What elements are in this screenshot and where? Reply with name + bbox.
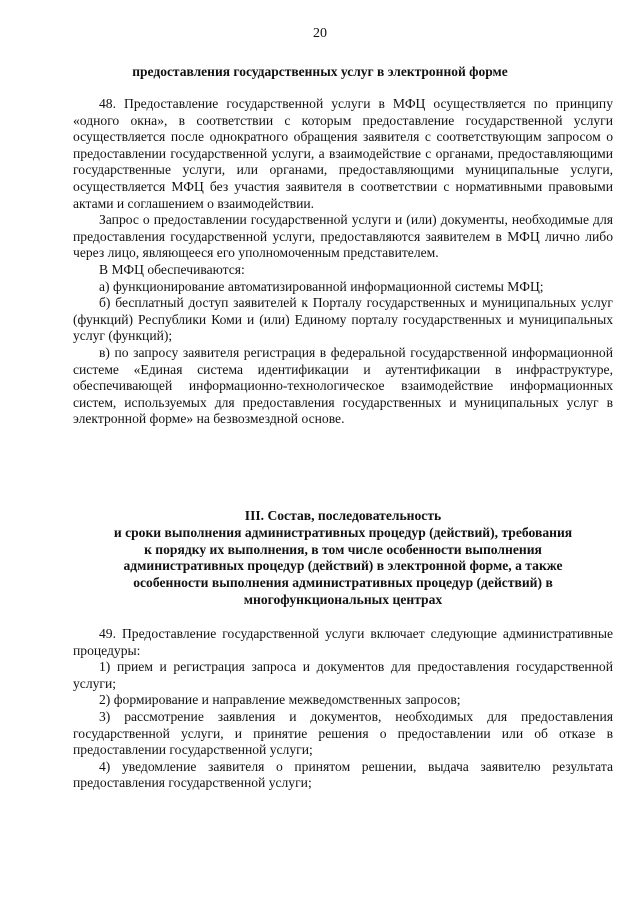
paragraphs-block-a	[73, 96, 613, 428]
page-number: 20	[313, 26, 327, 41]
section-header-tail: предоставления государственных услуг в электронной форме	[132, 64, 508, 79]
procedure-item-2: 2) формирование и направление межведомственных запросов;	[99, 692, 461, 708]
list-item-a: а) функционирование автоматизированной информационной системы МФЦ;	[99, 278, 544, 294]
procedure-item-4: 4) уведомление заявителя о принятом решении, выдача заявителю результата предоставления государственной услуги;	[73, 758, 613, 791]
procedure-item-1: 1) прием и регистрация запроса и документов для предоставления государственной услуги;	[73, 659, 613, 691]
paragraph-49: 49. Предоставление государственной услуги включает следующие административные процедуры:	[73, 626, 613, 658]
section-heading-line: III. Состав, последовательность	[244, 508, 442, 523]
list-item-b: б) бесплатный доступ заявителей к Порталу государственных и муниципальных услуг (функций) Республики Коми и (или) Единому порталу государственных и муниципальных услуг (функций);	[73, 295, 613, 344]
paragraph-request: Запрос о предоставлении государственной услуги и (или) документы, необходимые для предоставления государственной услуги, предоставляются заявителем в МФЦ лично либо через лицо, являющееся его уполномоченным представителем.	[73, 212, 613, 261]
paragraphs-block-b	[73, 626, 613, 792]
section-heading-line: административных процедур (действий) в электронной форме, а также	[123, 558, 563, 574]
paragraph-48: 48. Предоставление государственной услуги в МФЦ осуществляется по принципу «одного окна», в соответствии с которым предоставление государственной услуги осуществляется после однократного обращения заявителя с соответствующим запросом о предоставлении государственной услуги, а взаимодействие с органами, предоставляющими государственные услуги, или органами, предоставляющими муниципальные услуги, осуществляется МФЦ без участия заявителя в соответствии с нормативными правовыми актами и соглашением о взаимодействии.	[73, 96, 613, 211]
list-item-v: в) по запросу заявителя регистрация в федеральной государственной информационной системе «Единая система идентификации и аутентификации в инфраструктуре, обеспечивающей информационно-технологическое взаимодействие информационных систем, используемых для предоставления государственных и муниципальных услуг в электронной форме» на безвозмездной основе.	[73, 344, 613, 427]
section-heading-iii	[73, 508, 613, 609]
section-heading-line: и сроки выполнения административных процедур (действий), требования	[113, 524, 573, 540]
section-heading-line: особенности выполнения административных процедур (действий) в	[133, 575, 553, 591]
section-heading-line: многофункциональных центрах	[243, 591, 443, 607]
section-heading-line: к порядку их выполнения, в том числе особенности выполнения	[144, 541, 542, 557]
procedure-item-3: 3) рассмотрение заявления и документов, необходимых для предоставления государственной услуги, и принятие решения о предоставлении или об отказе в предоставлении государственной услуги;	[73, 708, 613, 758]
paragraph-mfc-provides: В МФЦ обеспечиваются:	[99, 261, 245, 277]
